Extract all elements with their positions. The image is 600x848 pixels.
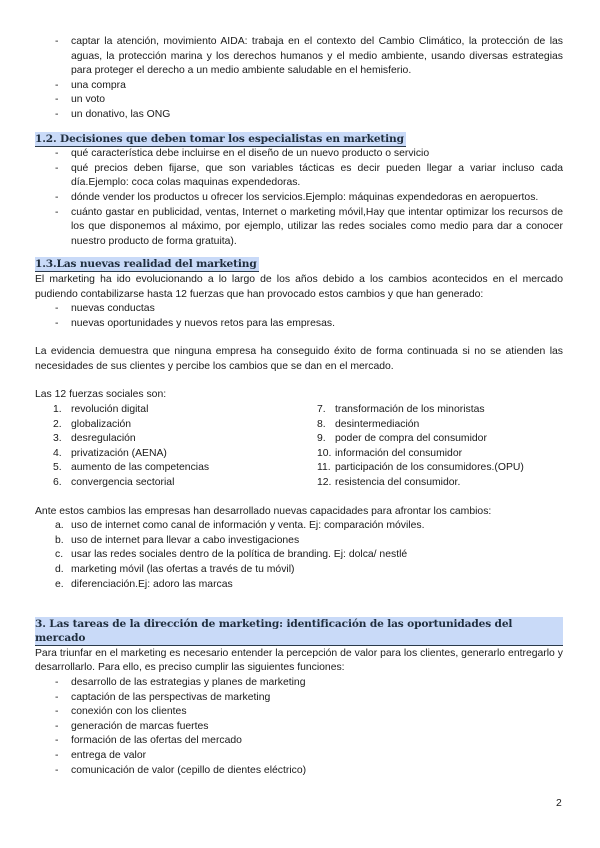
list-item: 7. transformación de los minoristas: [317, 404, 485, 416]
list-item: 10. información del consumidor: [317, 447, 463, 459]
list-item: - captación de las perspectivas de marketing: [35, 691, 563, 706]
forces-list-left: [35, 403, 317, 491]
section-heading: 1.2. Decisiones que deben tomar los especialistas en marketing: [35, 132, 404, 145]
list-item: - comunicación de valor (cepillo de dientes eléctrico): [35, 764, 563, 779]
section-3: [35, 617, 563, 647]
list-item: - una compra: [35, 79, 563, 94]
list-item: 5. aumento de las competencias: [53, 462, 210, 474]
list-item: 2. globalización: [53, 418, 132, 430]
section-heading: 1.3.Las nuevas realidad del marketing: [35, 258, 257, 271]
paragraph: Las 12 fuerzas sociales son:: [35, 389, 167, 401]
functions-list: [35, 676, 563, 778]
list-item: - qué precios deben fijarse, que son variables tácticas es decir pueden llegar a variar incluso cada día.Ejemplo: coca colas maquinas expendedoras.: [35, 162, 563, 191]
list-item: - entrega de valor: [35, 749, 563, 764]
list-item: 9. poder de compra del consumidor: [317, 433, 487, 445]
list-item: 8. desintermediación: [317, 418, 420, 430]
page-number: 2: [556, 798, 562, 809]
list-item: - un donativo, las ONG: [35, 108, 563, 123]
section-heading: 3. Las tareas de la dirección de marketing: identificación de las oportunidades del mercado: [35, 617, 563, 646]
list-item: b. uso de internet para llevar a cabo investigaciones: [55, 534, 300, 546]
forces-columns: [35, 403, 563, 491]
section-13: [35, 257, 563, 273]
list-item: c. usar las redes sociales dentro de la política de branding. Ej: dolca/ nestlé: [55, 549, 408, 561]
list-item: - captar la atención, movimiento AIDA: trabaja en el contexto del Cambio Climático, la protección de las aguas, la protección marina y los derechos humanos y el medio ambiente, usando diversas estrategias para proteger el derecho a un medio ambiente saludable en el hemisferio.: [35, 35, 563, 79]
list-item: e. diferenciación.Ej: adoro las marcas: [55, 578, 233, 590]
list-item: 4. privatización (AENA): [53, 447, 167, 459]
list-item: - cuánto gastar en publicidad, ventas, Internet o marketing móvil,Hay que intentar optimizar los recursos de los que disponemos al máximo, por ejemplo, utilizar las redes sociales como medio para dar a conocer nuestro producto de forma gratuita).: [35, 206, 563, 250]
list-item: - generación de marcas fuertes: [35, 720, 563, 735]
document-page: [35, 35, 563, 778]
list-item: d. marketing móvil (las ofertas a través de tu móvil): [55, 564, 295, 575]
list-item: - dónde vender los productos u ofrecer los servicios.Ejemplo: máquinas expendedoras en aeropuertos.: [35, 191, 563, 206]
list-item: - conexión con los clientes: [35, 705, 563, 720]
list-item: - qué característica debe incluirse en el diseño de un nuevo producto o servicio: [35, 147, 563, 162]
list-item: a. uso de internet como canal de información y venta. Ej: comparación móviles.: [55, 520, 425, 532]
list-item: - nuevas oportunidades y nuevos retos para las empresas.: [35, 317, 563, 332]
paragraph: El marketing ha ido evolucionando a lo largo de los años debido a los cambios acontecidos en el mercado pudiendo contabilizarse hasta 12 fuerzas que han provocado estos cambios y que han generado:: [35, 273, 563, 300]
paragraph: Ante estos cambios las empresas han desarrollado nuevas capacidades para afrontar los cambios:: [35, 505, 492, 517]
decisions-list: [35, 147, 563, 249]
list-item: 1. revolución digital: [53, 404, 149, 416]
paragraph: La evidencia demuestra que ninguna empresa ha conseguido éxito de forma continuada si no se atienden las necesidades de sus clientes y percibe los cambios que se dan en el mercado.: [35, 346, 563, 372]
list-item: - desarrollo de las estrategias y planes de marketing: [35, 676, 563, 691]
list-item: - nuevas conductas: [35, 302, 563, 317]
outcomes-list: [35, 302, 563, 331]
capacities-list: [35, 519, 563, 592]
top-bullet-list: [35, 35, 563, 123]
section-12: [35, 132, 563, 148]
list-item: 11. participación de los consumidores.(OPU): [317, 462, 524, 474]
list-item: - formación de las ofertas del mercado: [35, 734, 563, 749]
list-item: 3. desregulación: [53, 433, 136, 445]
list-item: 6. convergencia sectorial: [53, 477, 175, 489]
list-item: - un voto: [35, 93, 563, 108]
forces-list-right: [317, 403, 563, 491]
paragraph: Para triunfar en el marketing es necesario entender la percepción de valor para los clientes, generarlo entregarlo y desarrollarlo. Para ello, es preciso cumplir las siguientes funciones:: [35, 647, 563, 674]
list-item: 12. resistencia del consumidor.: [317, 477, 461, 489]
